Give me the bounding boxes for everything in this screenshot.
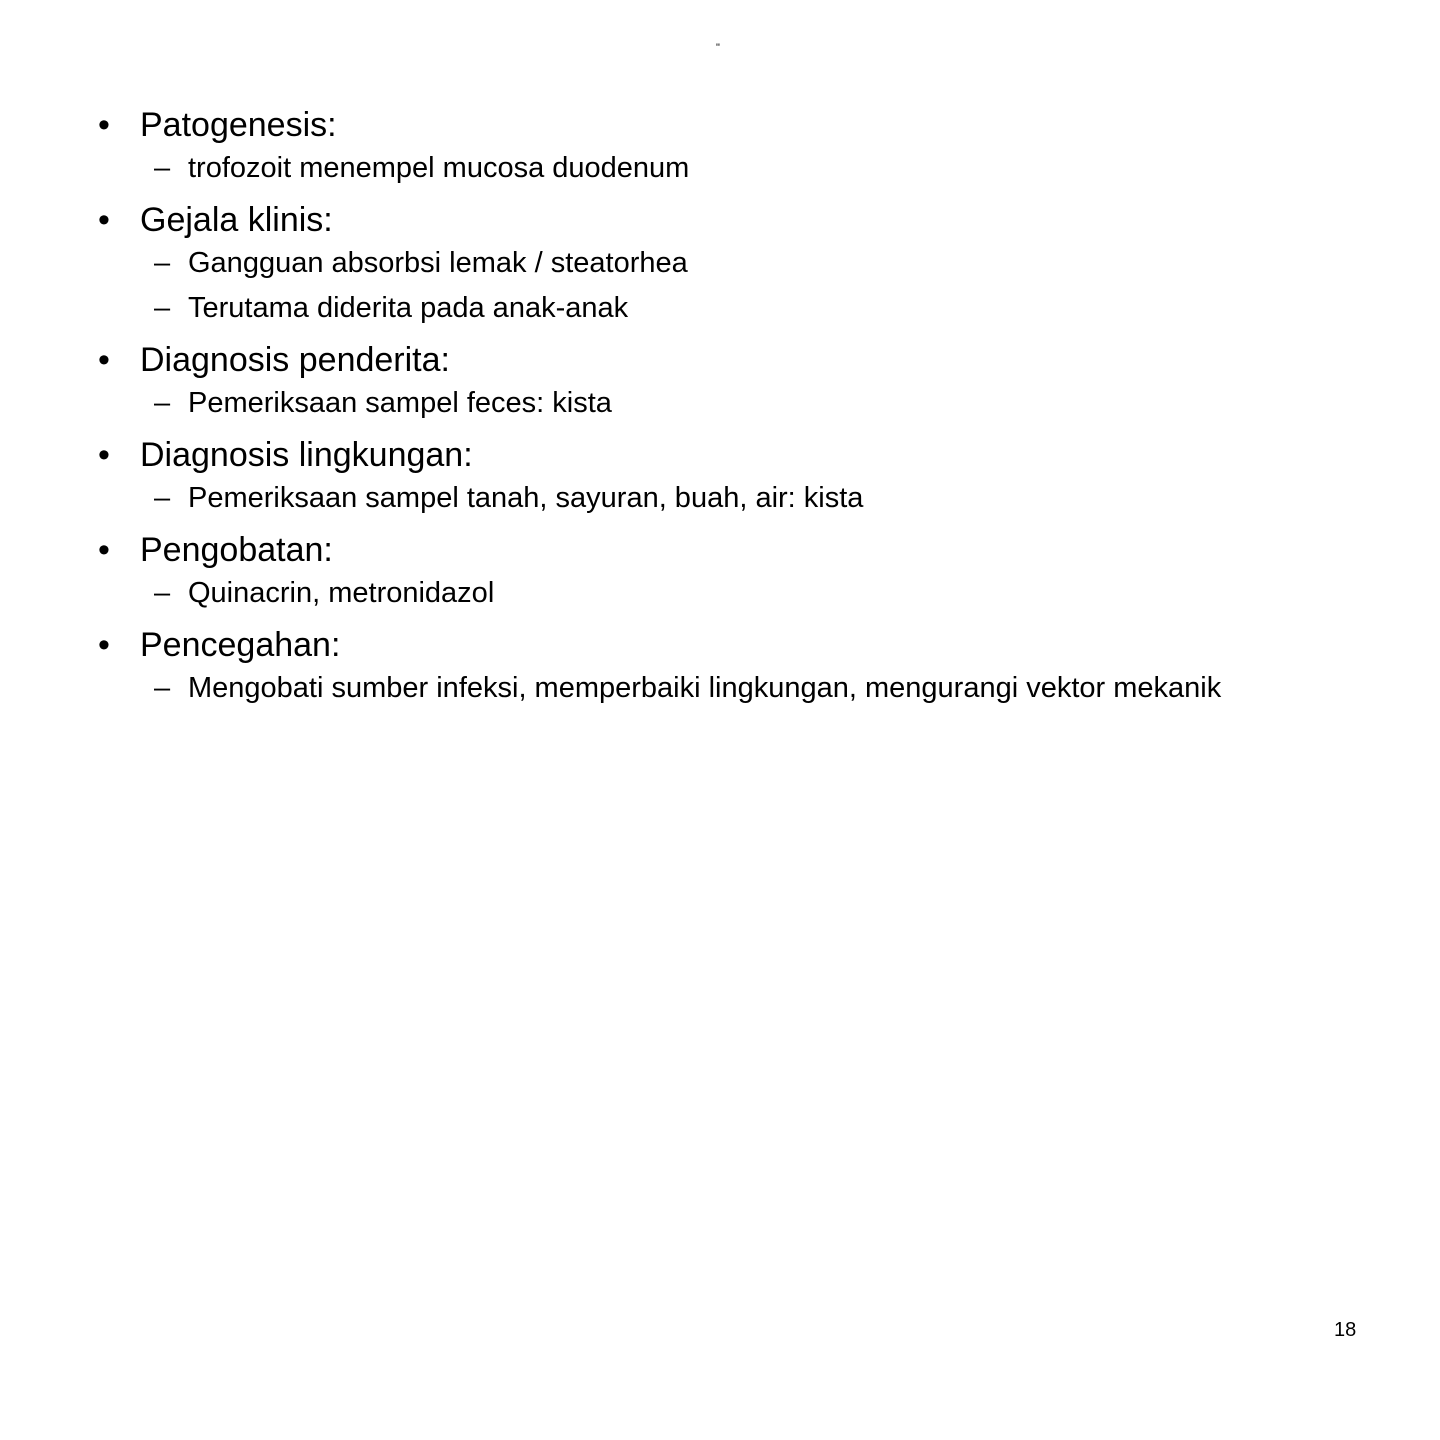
section-title-label: Diagnosis lingkungan: (140, 436, 473, 474)
dash-icon: – (154, 247, 171, 279)
bullet-icon: • (98, 106, 110, 144)
list-item (96, 480, 1268, 517)
list-item (96, 575, 1268, 612)
header-mark: " (716, 42, 720, 54)
section-title-patogenesis (96, 100, 1336, 150)
list-item-text: Mengobati sumber infeksi, memperbaiki lingkungan, mengurangi vektor mekanik (188, 672, 1222, 704)
bullet-icon: • (98, 531, 110, 569)
section-title-label: Diagnosis penderita: (140, 341, 450, 379)
bullet-icon: • (98, 436, 110, 474)
dash-icon: – (154, 482, 171, 514)
sub-list-diagnosis-penderita (96, 385, 1336, 422)
dash-icon: – (154, 387, 171, 419)
sub-list-pengobatan (96, 575, 1336, 612)
section-title-pengobatan (96, 525, 1336, 575)
dash-icon: – (154, 672, 171, 704)
section-title-label: Patogenesis: (140, 106, 337, 144)
section-title-gejala-klinis (96, 195, 1336, 245)
section-title-pencegahan (96, 620, 1336, 670)
sub-list-diagnosis-lingkungan (96, 480, 1336, 517)
list-item (96, 670, 1268, 707)
slide-content (96, 100, 1336, 715)
section-title-diagnosis-penderita (96, 335, 1336, 385)
dash-icon: – (154, 577, 171, 609)
bullet-icon: • (98, 201, 110, 239)
list-item (96, 150, 1268, 187)
bullet-icon: • (98, 341, 110, 379)
list-item-text: Quinacrin, metronidazol (188, 577, 495, 609)
dash-icon: – (154, 152, 171, 184)
sub-list-patogenesis (96, 150, 1336, 187)
list-item-text: trofozoit menempel mucosa duodenum (188, 152, 690, 184)
list-item-text: Gangguan absorbsi lemak / steatorhea (188, 247, 688, 279)
section-title-diagnosis-lingkungan (96, 430, 1336, 480)
list-item (96, 245, 1268, 282)
list-item (96, 385, 1268, 422)
list-item-text: Terutama diderita pada anak-anak (188, 292, 629, 324)
list-item-text: Pemeriksaan sampel feces: kista (188, 387, 612, 419)
list-item-text: Pemeriksaan sampel tanah, sayuran, buah, air: kista (188, 482, 864, 514)
sub-list-pencegahan (96, 670, 1336, 707)
list-item (96, 290, 1268, 327)
section-title-label: Pengobatan: (140, 531, 333, 569)
dash-icon: – (154, 292, 171, 324)
sub-list-gejala-klinis (96, 245, 1336, 327)
bullet-icon: • (98, 626, 110, 664)
section-title-label: Gejala klinis: (140, 201, 333, 239)
section-title-label: Pencegahan: (140, 626, 341, 664)
page-number: 18 (1334, 1319, 1357, 1341)
